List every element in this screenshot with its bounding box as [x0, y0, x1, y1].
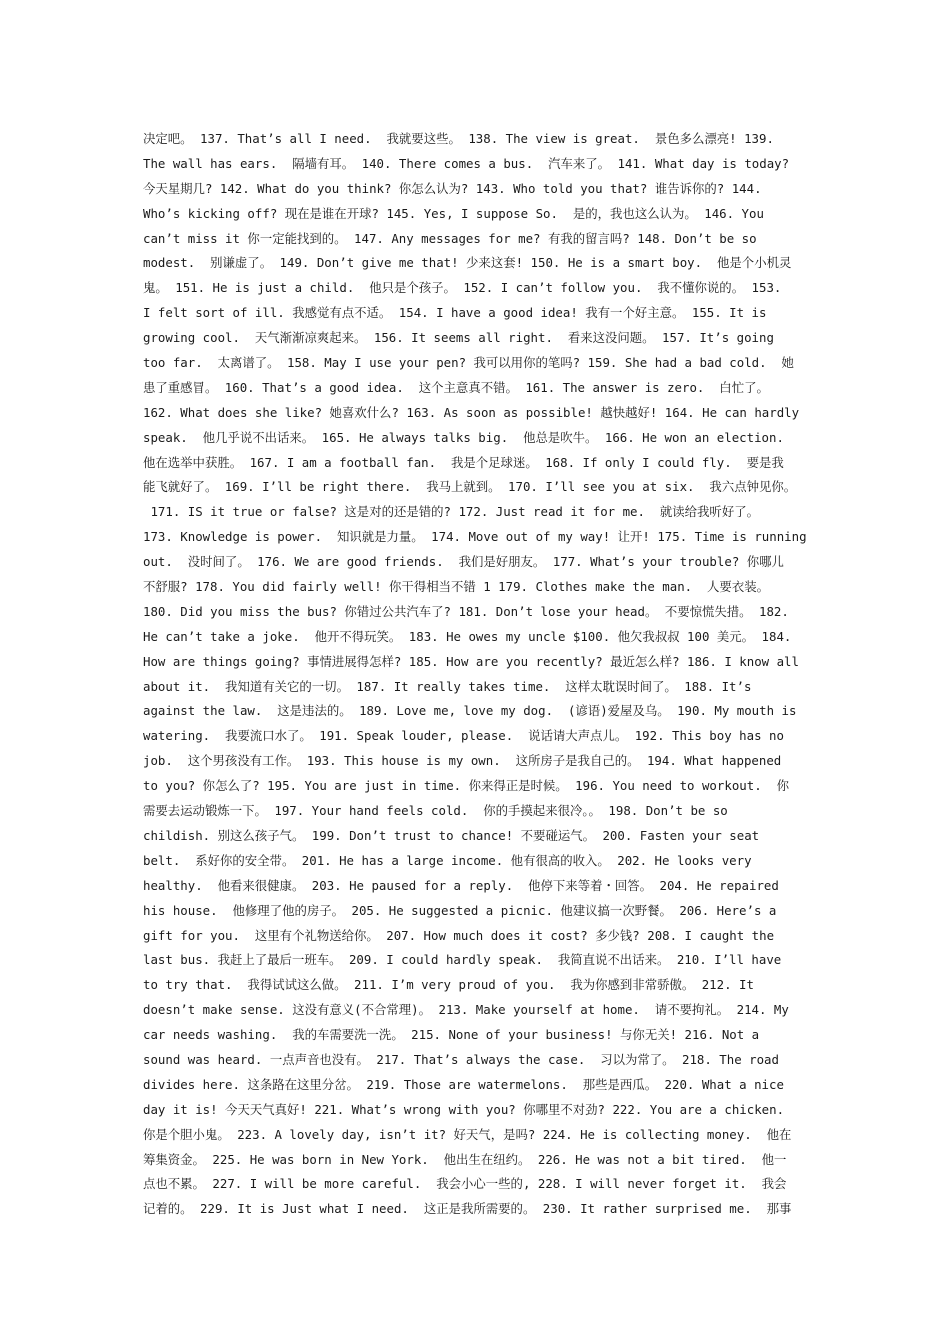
text-line: last bus. 我赶上了最后一班车。 209. I could hardly speak. 我简直说不出话来。 210. I’ll have: [143, 952, 782, 968]
text-line: 他在选举中获胜。 167. I am a football fan. 我是个足球迷。 168. If only I could fly. 要是我: [143, 454, 784, 470]
text-line: growing cool. 天气渐渐凉爽起来。 156. It seems all right. 看来这没问题。 157. It’s going: [143, 330, 774, 346]
text-line: to try that. 我得试试这么做。 211. I’m very proud of you. 我为你感到非常骄傲。 212. It: [143, 977, 754, 993]
text-line: 你是个胆小鬼。 223. A lovely day, isn’t it? 好天气，是吗? 224. He is collecting money. 他在: [143, 1126, 792, 1142]
text-line: divides here. 这条路在这里分岔。 219. Those are watermelons. 那些是西瓜。 220. What a nice: [143, 1076, 784, 1092]
text-line: modest. 别谦虚了。 149. Don’t give me that! 少来这套! 150. He is a smart boy. 他是个小机灵: [143, 255, 792, 271]
text-line: watering. 我要流口水了。 191. Speak louder, please. 说话请大声点儿。 192. This boy has no: [143, 728, 784, 744]
text-line: job. 这个男孩没有工作。 193. This house is my own. 这所房子是我自己的。 194. What happened: [143, 753, 782, 769]
text-line: sound was heard. 一点声音也没有。 217. That’s always the case. 习以为常了。 218. The road: [143, 1051, 779, 1067]
text-line: 鬼。 151. He is just a child. 他只是个孩子。 152. I can’t follow you. 我不懂你说的。 153.: [143, 280, 782, 296]
text-line: 171. IS it true or false? 这是对的还是错的? 172. Just read it for me. 就读给我听好了。: [143, 504, 759, 520]
text-line: 不舒服? 178. You did fairly well! 你干得相当不错 1 179. Clothes make the man. 人要衣装。: [143, 579, 769, 595]
phrase-list: [143, 127, 815, 1222]
text-line: He can’t take a joke. 他开不得玩笑。 183. He owes my uncle $100. 他欠我叔叔 100 美元。 184.: [143, 628, 792, 644]
text-line: Who’s kicking off? 现在是谁在开球? 145. Yes, I suppose So. 是的，我也这么认为。 146. You: [143, 205, 764, 221]
text-line: 记着的。 229. It is Just what I need. 这正是我所需要的。 230. It rather surprised me. 那事: [143, 1201, 792, 1217]
text-line: to you? 你怎么了? 195. You are just in time. 你来得正是时候。 196. You need to workout. 你: [143, 778, 789, 794]
text-line: can’t miss it 你一定能找到的。 147. Any messages for me? 有我的留言吗? 148. Don’t be so: [143, 230, 757, 246]
text-line: How are things going? 事情进展得怎样? 185. How are you recently? 最近怎么样? 186. I know all: [143, 653, 799, 669]
text-line: about it. 我知道有关它的一切。 187. It really takes time. 这样太耽误时间了。 188. It’s: [143, 678, 752, 694]
text-line: car needs washing. 我的车需要洗一洗。 215. None of your business! 与你无关! 216. Not a: [143, 1027, 760, 1043]
text-line: too far. 太离谱了。 158. May I use your pen? 我可以用你的笔吗? 159. She had a bad cold. 她: [143, 355, 794, 371]
text-line: against the law. 这是违法的。 189. Love me, love my dog. (谚语)爱屋及乌。 190. My mouth is: [143, 703, 797, 719]
text-line: out. 没时间了。 176. We are good friends. 我们是好朋友。 177. What’s your trouble? 你哪儿: [143, 554, 784, 570]
text-line: day it is! 今天天气真好! 221. What’s wrong with you? 你哪里不对劲? 222. You are a chicken.: [143, 1101, 785, 1117]
text-line: 今天星期几? 142. What do you think? 你怎么认为? 143. Who told you that? 谁告诉你的? 144.: [143, 180, 762, 196]
text-line: 筹集资金。 225. He was born in New York. 他出生在纽约。 226. He was not a bit tired. 他一: [143, 1151, 787, 1167]
text-line: gift for you. 这里有个礼物送给你。 207. How much does it cost? 多少钱? 208. I caught the: [143, 927, 775, 943]
text-line: doesn’t make sense. 这没有意义(不合常理)。 213. Make yourself at home. 请不要拘礼。 214. My: [143, 1002, 789, 1018]
text-line: 患了重感冒。 160. That’s a good idea. 这个主意真不错。 161. The answer is zero. 白忙了。: [143, 379, 769, 395]
text-line: 需要去运动锻炼一下。 197. Your hand feels cold. 你的手摸起来很冷。。 198. Don’t be so: [143, 803, 728, 819]
text-line: I felt sort of ill. 我感觉有点不适。 154. I have a good idea! 我有一个好主意。 155. It is: [143, 305, 767, 321]
text-line: healthy. 他看来很健康。 203. He paused for a reply. 他停下来等着・回答。 204. He repaired: [143, 877, 779, 893]
text-line: speak. 他几乎说不出话来。 165. He always talks big. 他总是吹牛。 166. He won an election.: [143, 429, 784, 445]
text-line: childish. 别这么孩子气。 199. Don’t trust to chance! 不要碰运气。 200. Fasten your seat: [143, 827, 760, 843]
text-line: 173. Knowledge is power. 知识就是力量。 174. Move out of my way! 让开! 175. Time is running: [143, 529, 807, 545]
text-line: 点也不累。 227. I will be more careful. 我会小心一些的, 228. I will never forget it. 我会: [143, 1176, 787, 1192]
text-line: 162. What does she like? 她喜欢什么? 163. As soon as possible! 越快越好! 164. He can hardly: [143, 404, 800, 420]
text-line: 能飞就好了。 169. I’ll be right there. 我马上就到。 170. I’ll see you at six. 我六点钟见你。: [143, 479, 797, 495]
text-line: his house. 他修理了他的房子。 205. He suggested a picnic. 他建议搞一次野餐。 206. Here’s a: [143, 902, 777, 918]
text-line: 决定吧。 137. That’s all I need. 我就要这些。 138. The view is great. 景色多么漂亮! 139.: [143, 131, 774, 146]
text-line: belt. 系好你的安全带。 201. He has a large income. 他有很高的收入。 202. He looks very: [143, 852, 752, 868]
text-line: The wall has ears. 隔墙有耳。 140. There comes a bus. 汽车来了。 141. What day is today?: [143, 155, 790, 171]
text-line: 180. Did you miss the bus? 你错过公共汽车了? 181. Don’t lose your head。 不要惊慌失措。 182.: [143, 603, 789, 619]
